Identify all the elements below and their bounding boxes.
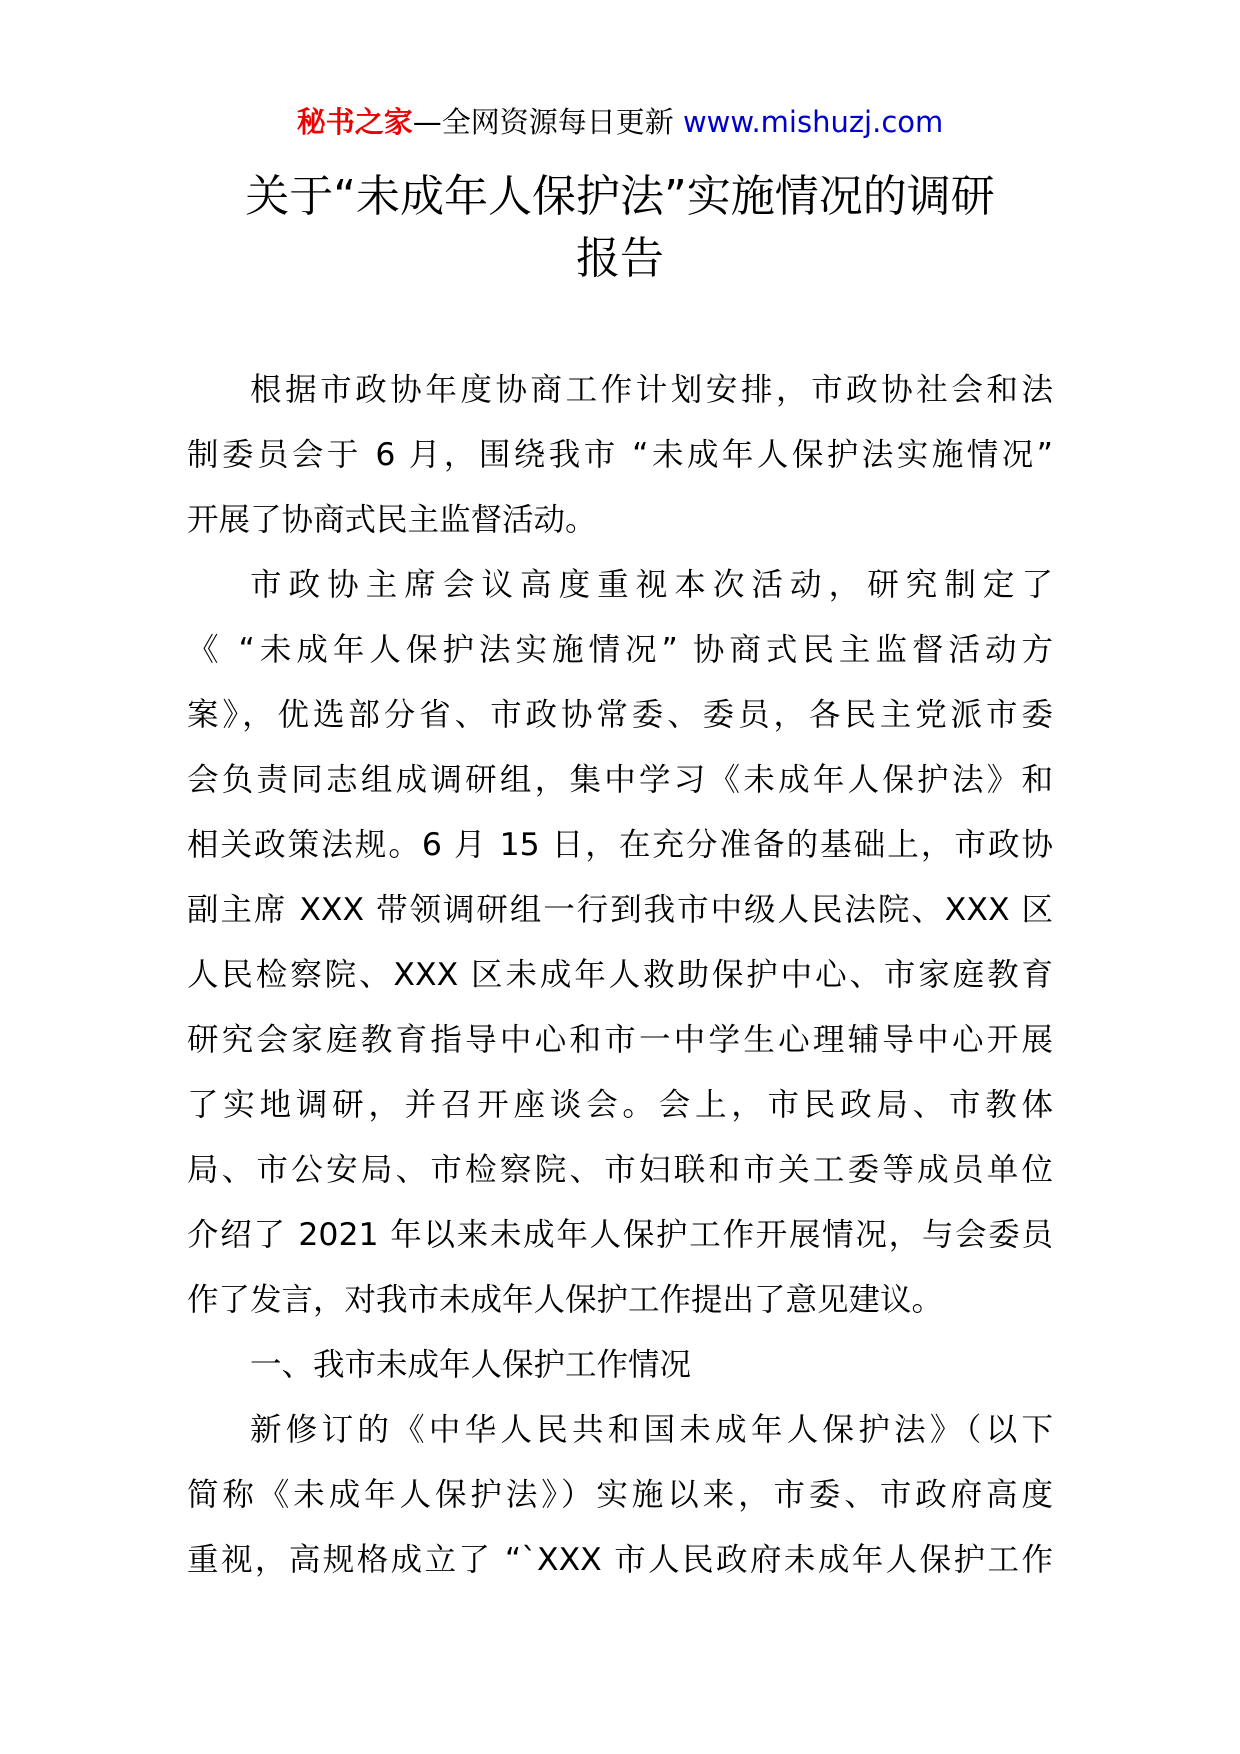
paragraph-line: 人民检察院、XXX 区未成年人救助保护中心、市家庭教育	[187, 957, 1053, 993]
paragraph-line: 介绍了 2021 年以来未成年人保护工作开展情况，与会委员	[187, 1217, 1053, 1253]
paragraph-line: 作了发言，对我市未成年人保护工作提出了意见建议。	[187, 1282, 944, 1318]
paragraph-line: 新修订的《中华人民共和国未成年人保护法》（以下	[250, 1412, 1053, 1448]
brand-name: 秘书之家	[296, 105, 413, 139]
paragraph-line: 制委员会于 6 月，围绕我市 “未成年人保护法实施情况”	[187, 437, 1053, 473]
paragraph-line: 开展了协商式民主监督活动。	[187, 502, 597, 538]
title-line: 关于“未成年人保护法”实施情况的调研	[245, 171, 995, 222]
paragraph-line: 相关政策法规。6 月 15 日，在充分准备的基础上，市政协	[187, 827, 1053, 863]
document-title	[150, 166, 1090, 290]
paragraph-line: 重视，高规格成立了 “`XXX 市人民政府未成年人保护工作	[187, 1542, 1053, 1578]
section-heading: 一、我市未成年人保护工作情况	[250, 1347, 692, 1383]
paragraph-line: 市政协主席会议高度重视本次活动，研究制定了	[250, 567, 1053, 603]
paragraph-line: 根据市政协年度协商工作计划安排，市政协社会和法	[250, 372, 1053, 408]
paragraph-line: 简称《未成年人保护法》）实施以来，市委、市政府高度	[187, 1477, 1053, 1513]
document-body	[187, 358, 1053, 1593]
paragraph-line: 案》，优选部分省、市政协常委、委员，各民主党派市委	[187, 697, 1053, 733]
paragraph-line: 了实地调研，并召开座谈会。会上，市民政局、市教体	[187, 1087, 1053, 1123]
site-url-link[interactable]: www.mishuzj.com	[682, 105, 944, 139]
paragraph-line: 研究会家庭教育指导中心和市一中学生心理辅导中心开展	[187, 1022, 1053, 1058]
paragraph-line: 副主席 XXX 带领调研组一行到我市中级人民法院、XXX 区	[187, 892, 1053, 928]
paragraph-line: 局、市公安局、市检察院、市妇联和市关工委等成员单位	[187, 1152, 1053, 1188]
header-slogan: —全网资源每日更新	[412, 105, 683, 139]
paragraph-line: 会负责同志组成调研组，集中学习《未成年人保护法》和	[187, 762, 1053, 798]
site-header	[0, 100, 1240, 144]
paragraph-line: 《 “未成年人保护法实施情况” 协商式民主监督活动方	[187, 632, 1053, 668]
title-line: 报告	[576, 233, 664, 284]
